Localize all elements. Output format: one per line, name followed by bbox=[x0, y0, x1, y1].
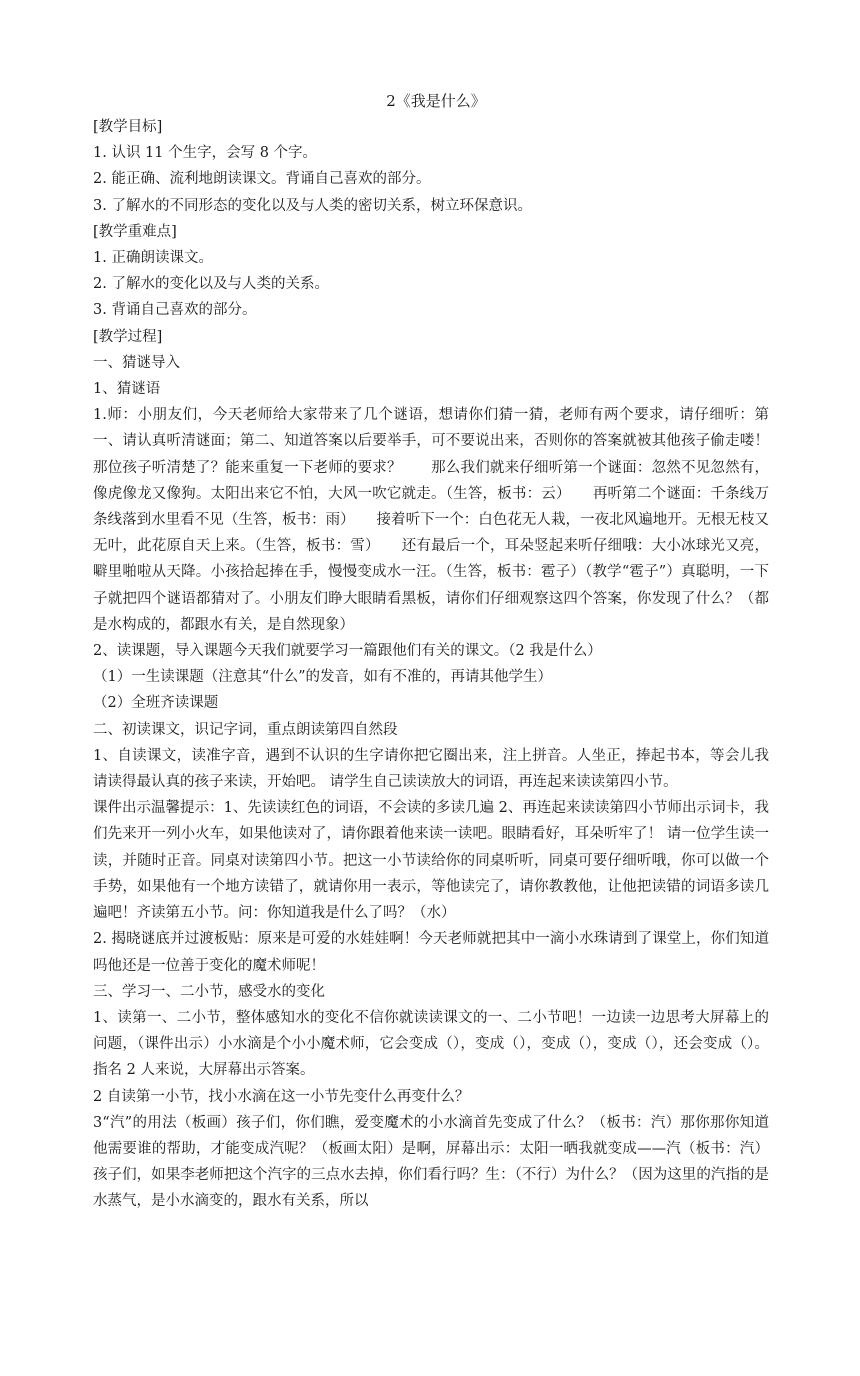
goal-item-3: 3. 了解水的不同形态的变化以及与人类的密切关系，树立环保意识。 bbox=[93, 197, 532, 214]
heading-key-points: [教学重难点] bbox=[93, 223, 177, 240]
self-reading-paragraph: 1、自读课文，读准字音，遇到不认识的生字请你把它圈出来，注上拼音。人坐正，捧起书本，等会儿我请读得最认真的孩子来读，开始吧。 请学生自己读读放大的词语，再连起来读读第四小节。 bbox=[93, 747, 769, 791]
heading-teaching-goals: [教学目标] bbox=[93, 119, 163, 135]
read-sections-paragraph: 1、读第一、二小节，整体感知水的变化不信你就读读课文的一、二小节吧！一边读一边思考大屏幕上的问题，（课件出示）小水滴是个小小魔术师，它会变成（），变成（），变成（），变成（），还会变成（）。指名 2 人来说，大屏幕出示答案。 bbox=[93, 1009, 769, 1079]
key-point-2: 2. 了解水的变化以及与人类的关系。 bbox=[93, 276, 329, 293]
read-title-line: 2、读课题，导入课题今天我们就要学习一篇跟他们有关的课文。（2 我是什么） bbox=[93, 643, 602, 660]
section-1-title: 一、猜谜导入 bbox=[93, 354, 180, 371]
key-point-1: 1. 正确朗读课文。 bbox=[93, 250, 213, 267]
goal-item-1: 1. 认识 11 个生字，会写 8 个字。 bbox=[93, 145, 318, 162]
document-title: 2《我是什么》 bbox=[386, 92, 486, 110]
key-point-3: 3. 背诵自己喜欢的部分。 bbox=[93, 302, 257, 319]
document-page bbox=[93, 88, 769, 1215]
reveal-answer-paragraph: 2. 揭晓谜底并过渡板贴：原来是可爱的水娃娃啊！今天老师就把其中一滴小水珠请到了课堂上，你们知道吗他还是一位善于变化的魔术师呢！ bbox=[93, 931, 769, 974]
heading-teaching-process: [教学过程] bbox=[93, 328, 163, 345]
read-title-step-2: （2）全班齐读课题 bbox=[93, 695, 219, 712]
riddle-paragraph: 1.师：小朋友们，今天老师给大家带来了几个谜语，想请你们猜一猜，老师有两个要求，请仔细听：第一、请认真听清谜面；第二、知道答案以后要举手，可不要说出来，否则你的答案就被其他孩子偷走喽！那位孩子听清楚了？能来重复一下老师的要求？ 那么我们就来仔细听第一个谜面：忽然不见忽然有，像虎像龙又像狗。太阳出来它不怕，大风一吹它就走。（生答，板书：云） 再听第二个谜面：千条线万条线落到水里看不见（生答，板书：雨） 接着听下一个：白色花无人栽，一夜北风遍地开。无根无枝又无叶，此花原自天上来。（生答，板书：雪） 还有最后一个，耳朵竖起来听仔细哦：大小冰球光又亮，噼里啪啦从天降。小孩拾起捧在手，慢慢变成水一汪。（生答，板书：雹子）（教学“雹子”）真聪明，一下子就把四个谜语都猜对了。小朋友们睁大眼睛看黑板，请你们仔细观察这四个答案，你发现了什么？（都是水构成的，都跟水有关，是自然现象） bbox=[93, 407, 769, 633]
goal-item-2: 2. 能正确、流利地朗读课文。背诵自己喜欢的部分。 bbox=[93, 171, 431, 188]
read-title-step-1: （1）一生读课题（注意其“什么”的发音，如有不准的，再请其他学生） bbox=[93, 669, 553, 686]
section-2-title: 二、初读课文，识记字词，重点朗读第四自然段 bbox=[93, 721, 398, 738]
section-3-title: 三、学习一、二小节，感受水的变化 bbox=[93, 983, 325, 1000]
vapor-usage-paragraph: 3“汽”的用法（板画）孩子们，你们瞧，爱变魔术的小水滴首先变成了什么？（板书：汽）那你那你知道他需要谁的帮助，才能变成汽呢？（板画太阳）是啊，屏幕出示：太阳一晒我就变成——汽（板书：汽）孩子们，如果李老师把这个汽字的三点水去掉，你们看行吗？生：（不行）为什么？（因为这里的汽指的是水蒸气，是小水滴变的，跟水有关系，所以 bbox=[93, 1114, 769, 1210]
courseware-tips-paragraph: 课件出示温馨提示：1、先读读红色的词语，不会读的多读几遍 2、再连起来读读第四小节师出示词卡，我们先来开一列小火车，如果他读对了，请你跟着他来读一读吧。眼睛看好，耳朵听牢了！ 请一位学生读一读，并随时正音。同桌对读第四小节。把这一小节读给你的同桌听听，同桌可要仔细听哦，你可以做一个手势，如果他有一个地方读错了，就请你用一表示，等他读完了，请你教教他，让他把读错的词语多读几遍吧！齐读第五小节。问：你知道我是什么了吗？（水） bbox=[93, 800, 769, 922]
self-read-section-1-line: 2 自读第一小节，找小水滴在这一小节先变什么再变什么？ bbox=[93, 1088, 470, 1105]
subsection-riddles: 1、猜谜语 bbox=[93, 381, 161, 398]
